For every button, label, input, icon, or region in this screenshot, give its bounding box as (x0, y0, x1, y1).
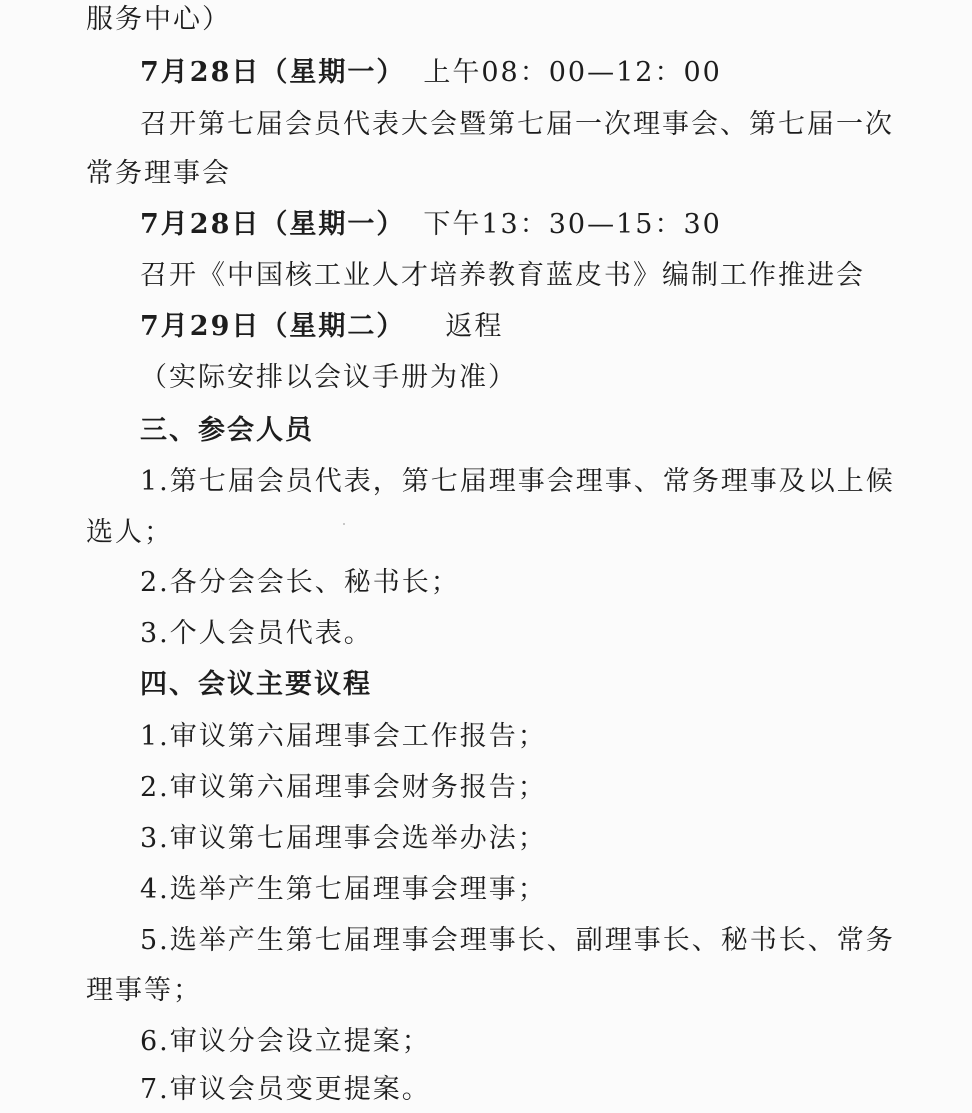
agenda-item-2: 2.审议第六届理事会财务报告； (140, 772, 547, 803)
agenda-item-4: 4.选举产生第七届理事会理事； (140, 874, 547, 905)
schedule-day1-afternoon (140, 205, 722, 245)
agenda-item-6: 6.审议分会设立提案； (140, 1026, 431, 1057)
schedule-event-line-1: 召开第七届会员代表大会暨第七届一次理事会、第七届一次 (140, 109, 894, 140)
schedule-time: 下午13：30—15：30 (423, 209, 722, 240)
schedule-event-bluebook: 召开《中国核工业人才培养教育蓝皮书》编制工作推进会 (140, 260, 865, 291)
attendee-item-1-line-2: 选人； (86, 517, 173, 548)
agenda-item-7: 7.审议会员变更提案。 (140, 1074, 431, 1105)
schedule-date: 7月29日（星期二） (140, 311, 406, 342)
agenda-item-1: 1.审议第六届理事会工作报告； (140, 721, 547, 752)
attendee-item-1-line-1: 1.第七届会员代表，第七届理事会理事、常务理事及以上候 (140, 466, 895, 497)
schedule-day2 (140, 307, 503, 347)
attendee-item-2: 2.各分会会长、秘书长； (140, 567, 460, 598)
agenda-item-3: 3.审议第七届理事会选举办法； (140, 823, 547, 854)
schedule-note: （实际安排以会议手册为准） (140, 362, 517, 393)
agenda-item-5-line-1: 5.选举产生第七届理事会理事长、副理事长、秘书长、常务 (140, 925, 895, 956)
schedule-date: 7月28日（星期一） (140, 57, 406, 88)
schedule-time: 上午08：00—12：00 (423, 57, 722, 88)
agenda-item-5-line-2: 理事等； (86, 975, 202, 1006)
venue-continuation: 服务中心） (86, 4, 231, 35)
section-heading-attendees: 三、参会人员 (140, 415, 314, 446)
schedule-day1-morning (140, 53, 722, 93)
scan-speck (343, 523, 345, 525)
schedule-return: 返程 (445, 311, 504, 342)
schedule-event-line-2: 常务理事会 (86, 158, 231, 189)
schedule-date: 7月28日（星期一） (140, 209, 406, 240)
section-heading-agenda: 四、会议主要议程 (140, 669, 372, 700)
attendee-item-3: 3.个人会员代表。 (140, 618, 373, 649)
